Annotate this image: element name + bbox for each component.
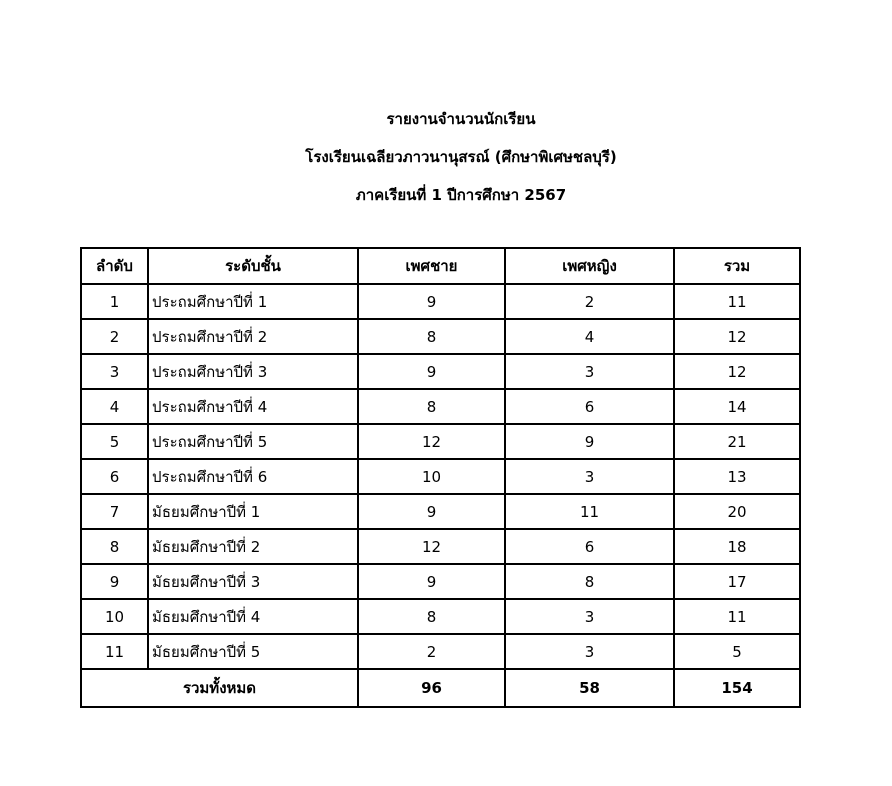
male-count: 8 [358,599,505,634]
row-number: 2 [81,319,148,354]
row-number: 5 [81,424,148,459]
report-title: รายงานจำนวนนักเรียน [386,110,536,128]
grade-level: มัธยมศึกษาปีที่ 2 [148,529,358,564]
column-header-female: เพศหญิง [505,248,674,284]
female-count: 6 [505,529,674,564]
grade-level: มัธยมศึกษาปีที่ 4 [148,599,358,634]
column-header-male: เพศชาย [358,248,505,284]
male-count: 9 [358,354,505,389]
male-count: 9 [358,284,505,319]
grade-level: ประถมศึกษาปีที่ 6 [148,459,358,494]
table-row [81,634,800,669]
row-total: 14 [674,389,800,424]
male-count: 9 [358,494,505,529]
grand-total-male: 96 [358,669,505,707]
column-header-total: รวม [674,248,800,284]
grand-total-label: รวมทั้งหมด [81,669,358,707]
table-row [81,599,800,634]
grade-level: ประถมศึกษาปีที่ 3 [148,354,358,389]
row-total: 20 [674,494,800,529]
row-total: 21 [674,424,800,459]
grand-total-female: 58 [505,669,674,707]
table-row [81,354,800,389]
column-header-level: ระดับชั้น [148,248,358,284]
male-count: 8 [358,319,505,354]
male-count: 12 [358,529,505,564]
row-total: 5 [674,634,800,669]
female-count: 4 [505,319,674,354]
table-row [81,389,800,424]
grade-level: มัธยมศึกษาปีที่ 5 [148,634,358,669]
grade-level: มัธยมศึกษาปีที่ 1 [148,494,358,529]
female-count: 8 [505,564,674,599]
grade-level: ประถมศึกษาปีที่ 4 [148,389,358,424]
student-count-table [80,247,801,708]
grade-level: ประถมศึกษาปีที่ 1 [148,284,358,319]
male-count: 12 [358,424,505,459]
male-count: 9 [358,564,505,599]
female-count: 2 [505,284,674,319]
male-count: 8 [358,389,505,424]
row-number: 1 [81,284,148,319]
row-number: 10 [81,599,148,634]
table-row [81,564,800,599]
row-total: 12 [674,319,800,354]
report-header [0,100,892,214]
female-count: 3 [505,634,674,669]
male-count: 2 [358,634,505,669]
table-row [81,284,800,319]
grade-level: มัธยมศึกษาปีที่ 3 [148,564,358,599]
row-number: 4 [81,389,148,424]
row-number: 9 [81,564,148,599]
row-number: 7 [81,494,148,529]
grand-total-row [81,669,800,707]
row-total: 11 [674,599,800,634]
school-name: โรงเรียนเฉลียวภาวนานุสรณ์ (ศึกษาพิเศษชลบุรี) [305,148,617,166]
row-number: 3 [81,354,148,389]
female-count: 3 [505,599,674,634]
table-row [81,494,800,529]
row-total: 11 [674,284,800,319]
row-number: 11 [81,634,148,669]
row-total: 18 [674,529,800,564]
table-row [81,529,800,564]
grade-level: ประถมศึกษาปีที่ 5 [148,424,358,459]
female-count: 11 [505,494,674,529]
table-header-row [81,248,800,284]
grade-level: ประถมศึกษาปีที่ 2 [148,319,358,354]
row-total: 17 [674,564,800,599]
female-count: 9 [505,424,674,459]
table-row [81,424,800,459]
row-total: 12 [674,354,800,389]
row-total: 13 [674,459,800,494]
column-header-no: ลำดับ [81,248,148,284]
grand-total-all: 154 [674,669,800,707]
academic-term: ภาคเรียนที่ 1 ปีการศึกษา 2567 [355,186,567,204]
table-row [81,319,800,354]
table-row [81,459,800,494]
female-count: 3 [505,459,674,494]
row-number: 8 [81,529,148,564]
male-count: 10 [358,459,505,494]
female-count: 6 [505,389,674,424]
female-count: 3 [505,354,674,389]
row-number: 6 [81,459,148,494]
